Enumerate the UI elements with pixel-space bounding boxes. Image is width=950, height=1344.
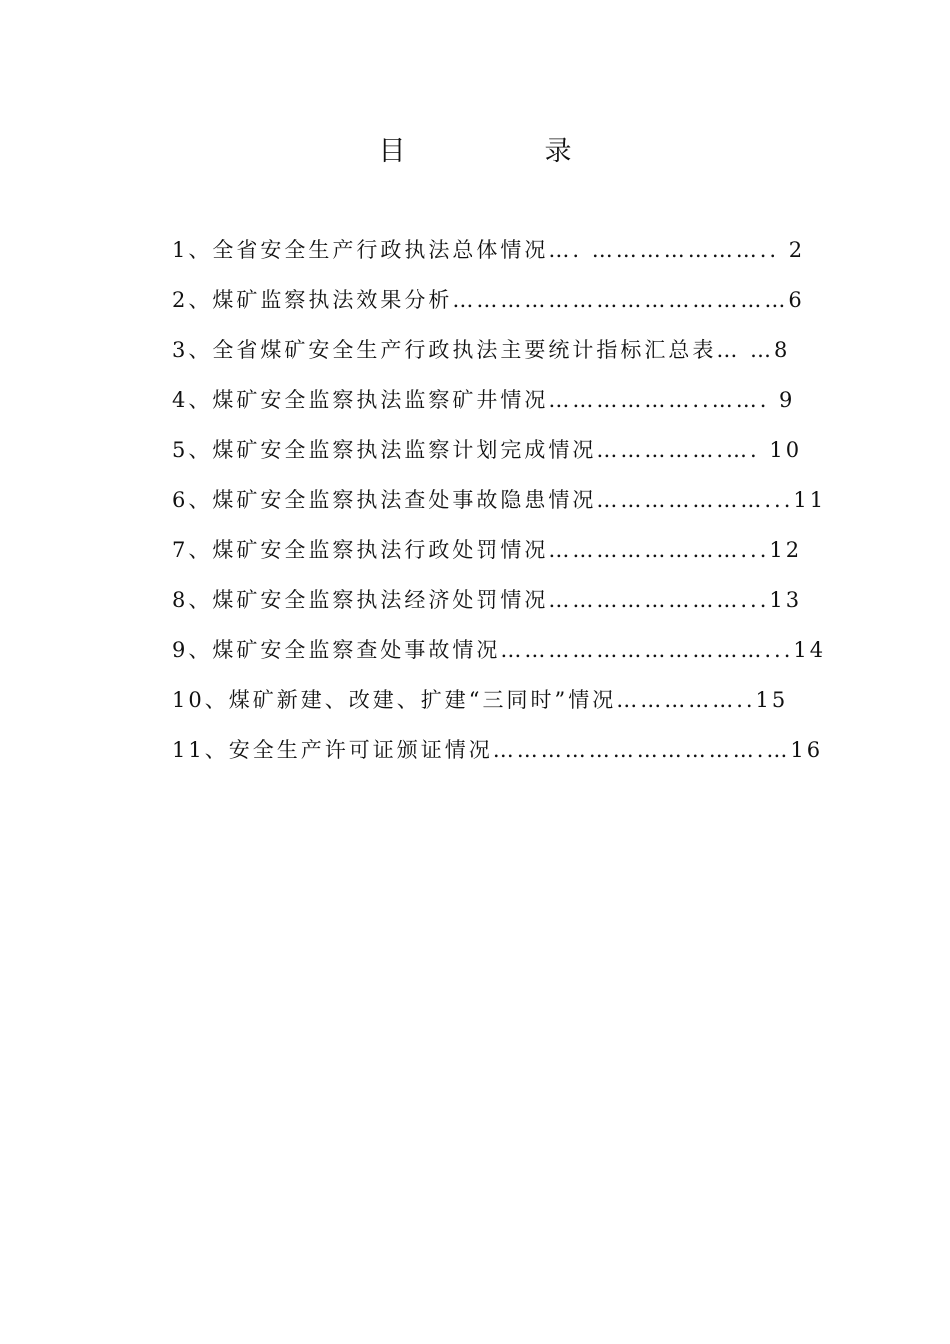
toc-entry-4[interactable]: 4、煤矿安全监察执法监察矿井情况………………..……. 9 [172,388,796,412]
toc-entry-8[interactable]: 8、煤矿安全监察执法经济处罚情况……………………...13 [172,588,803,612]
toc-title: 目 录 [378,136,628,167]
toc-entry-11[interactable]: 11、安全生产许可证颁证情况…………………………….…16 [172,738,824,762]
toc-entry-9[interactable]: 9、煤矿安全监察查处事故情况……………………………...14 [172,638,827,662]
toc-entry-5[interactable]: 5、煤矿安全监察执法监察计划完成情况…………….…. 10 [172,438,803,462]
toc-entry-3[interactable]: 3、全省煤矿安全生产行政执法主要统计指标汇总表… …8 [172,338,791,362]
toc-entry-10[interactable]: 10、煤矿新建、改建、扩建“三同时”情况……………..15 [172,688,789,712]
toc-entry-1[interactable]: 1、全省安全生产行政执法总体情况…. ………………….. 2 [172,238,806,262]
toc-entry-6[interactable]: 6、煤矿安全监察执法查处事故隐患情况…………………...11 [172,488,827,512]
toc-entry-7[interactable]: 7、煤矿安全监察执法行政处罚情况……………………...12 [172,538,803,562]
toc-list [172,232,827,782]
toc-entry-2[interactable]: 2、煤矿监察执法效果分析……………………………………6 [172,288,805,312]
